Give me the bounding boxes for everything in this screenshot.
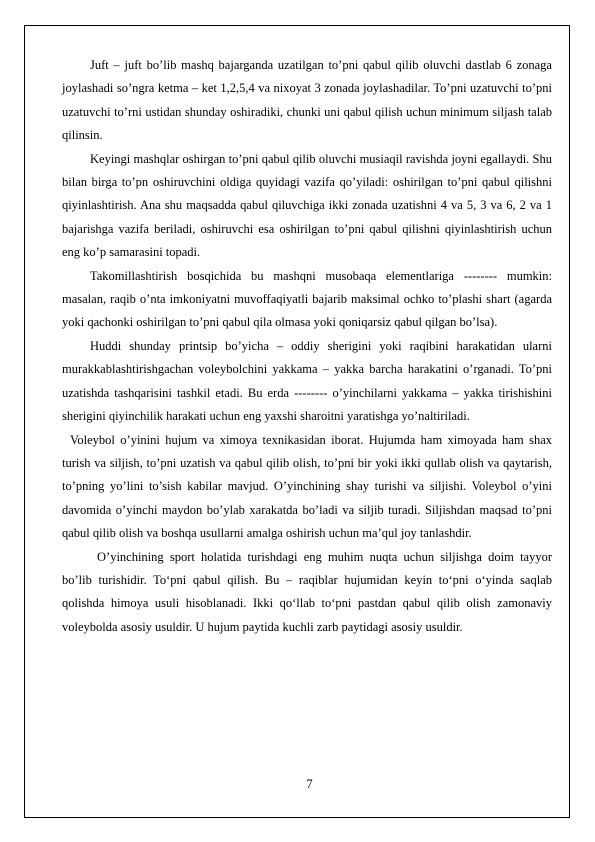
paragraph-3: Takomillashtirish bosqichida bu mashqni musobaqa elementlariga -------- mumkin: masalan, raqib o’nta imkoniyatni muvoffaqiyatli bajarib maksimal ochko to’plashi shart (agarda yoki qachonki oshirilgan to’pni qabul qila olmasa yoki qoniqarsiz qabul qilgan bo’lsa). [62,268,552,330]
paragraph-4: Huddi shunday printsip bo’yicha – oddiy sherigini yoki raqibini harakatidan ularni murakkablashtirishgachan voleybolchini yakkama – yakka barcha harakatini o’rganadi. To’pni uzatishda tashqarisini tashkil etadi. Bu erda -------- o’yinchilarni yakkama – yakka tirishishini sherigini qiyinchilik harakati uchun eng yaxshi sharoitni yaratishga yo’naltiriladi. [62,338,552,424]
paragraph-1: Juft – juft bo’lib mashq bajarganda uzatilgan to’pni qabul qilib oluvchi dastlab 6 zonaga joylashadi so’ngra ketma – ket 1,2,5,4 va nixoyat 3 zonada joylashadilar. To’pni uzatuvchi to’pni uzatuvchi to’rni ustidan shunday oshiradiki, chunki uni qabul qilish uchun minimum siljash talab qilinsin. [62,58,552,143]
page-number: 7 [306,777,313,791]
paragraph-6: O’yinchining sport holatida turishdagi eng muhim nuqta uchun siljishga doim tayyor bo’lib turishidir. To‘pni qabul qilish. Bu – raqiblar hujumidan keyin to‘pni o‘yinda saqlab qolishda himoya usuli hisoblanadi. Ikki qo‘llab to‘pni pastdan qabul qilib olish zamonaviy voleybolda asosiy usuldir. U hujum paytida kuchli zarb paytidagi asosiy usuldir. [62,549,552,634]
paragraph-2: Keyingi mashqlar oshirgan to’pni qabul qilib oluvchi musiaqil ravishda joyni egallaydi. Shu bilan birga to’pn oshiruvchini oldiga quyidagi vazifa qo’yiladi: oshirilgan to’pni qabul qilishni qiyinlashtirish. Ana shu maqsadda qabul qiluvchiga ikki zonada uzatishni 4 va 5, 3 va 6, 2 va 1 bajarishga vazifa beriladi, oshiruvchi esa oshirilgan to’pni qabul qilishni qiyinlashtirish uchun eng ko’p samarasini topadi. [62,151,552,260]
paragraph-5: Voleybol o’yinini hujum va ximoya texnikasidan iborat. Hujumda ham ximoyada ham shax turish va siljish, to’pni uzatish va qabul qilib olish, to’pni bir yoki ikki qullab olish va qaytarish, to’pning yo’lini to’sish kabilar mavjud. O’yinchining shay turishi va siljishi. Voleybol o’yini davomida o’yinchi maydon bo’ylab xarakatda bo’ladi va siljib turadi. Siljishdan maqsad to’pni qabul qilib olish va boshqa usullarni amalga oshirish uchun ma’qul joy tanlashdir. [62,432,552,541]
document-body [62,54,552,639]
